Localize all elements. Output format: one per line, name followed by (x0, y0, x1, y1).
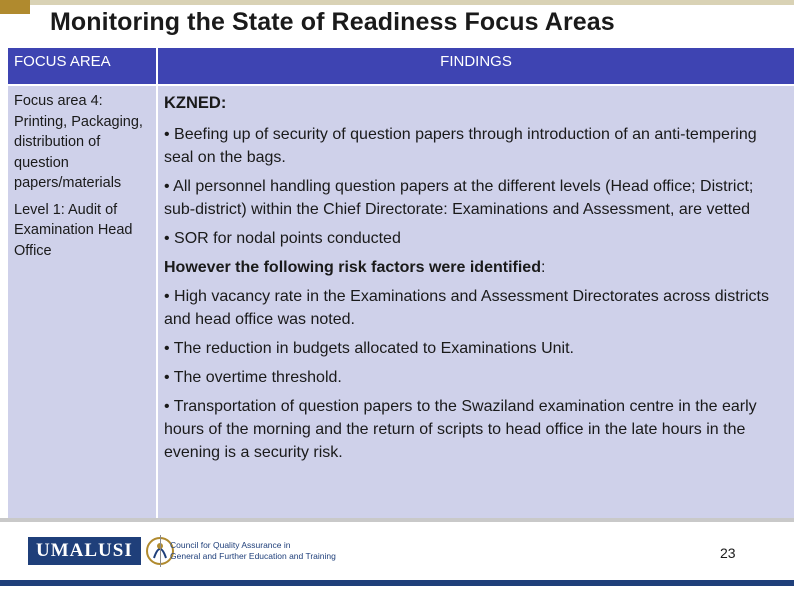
finding-item: • SOR for nodal points conducted (164, 230, 401, 247)
focus-area-label: Focus area 4: Printing, Packaging, distribution of question papers/materials (14, 93, 143, 191)
focus-area-cell (8, 86, 156, 518)
header-findings: FINDINGS (158, 48, 794, 84)
page-number: 23 (720, 545, 736, 561)
top-rule (30, 0, 794, 5)
risk-item: • The reduction in budgets allocated to Examinations Unit. (164, 340, 574, 357)
header-focus-area: FOCUS AREA (8, 48, 156, 84)
findings-heading: KZNED: (164, 94, 227, 112)
risk-item: • High vacancy rate in the Examinations and Assessment Directorates across districts and head office was noted. (164, 288, 769, 328)
risk-heading-suffix: : (540, 259, 546, 276)
logo-wordmark: UMALUSI (28, 537, 141, 565)
finding-item: • Beefing up of security of question papers through introduction of an anti-tempering seal on the bags. (164, 126, 757, 166)
org-line-2: General and Further Education and Training (170, 551, 336, 561)
finding-item: • All personnel handling question papers at the different levels (Head office; District; sub-district) within the Chief Directorate: Examinations and Assessment, are vetted (164, 178, 754, 218)
level-label: Level 1: Audit of Examination Head Office (14, 201, 133, 259)
risk-item: • The overtime threshold. (164, 369, 342, 386)
slide-title: Monitoring the State of Readiness Focus Areas (50, 8, 615, 36)
footer-separator (160, 535, 161, 567)
org-line-1: Council for Quality Assurance in (170, 540, 291, 550)
bottom-bar (0, 580, 794, 586)
corner-accent (0, 0, 30, 14)
organisation-name (170, 540, 336, 562)
footer-rule (0, 518, 794, 522)
findings-cell (158, 86, 794, 518)
risk-heading (164, 256, 784, 279)
risk-heading-text: However the following risk factors were identified (164, 259, 541, 276)
umalusi-logo (28, 533, 175, 569)
risk-item: • Transportation of question papers to the Swaziland examination centre in the early hours of the morning and the return of scripts to head office in the late hours in the evening is a security risk. (164, 398, 757, 461)
